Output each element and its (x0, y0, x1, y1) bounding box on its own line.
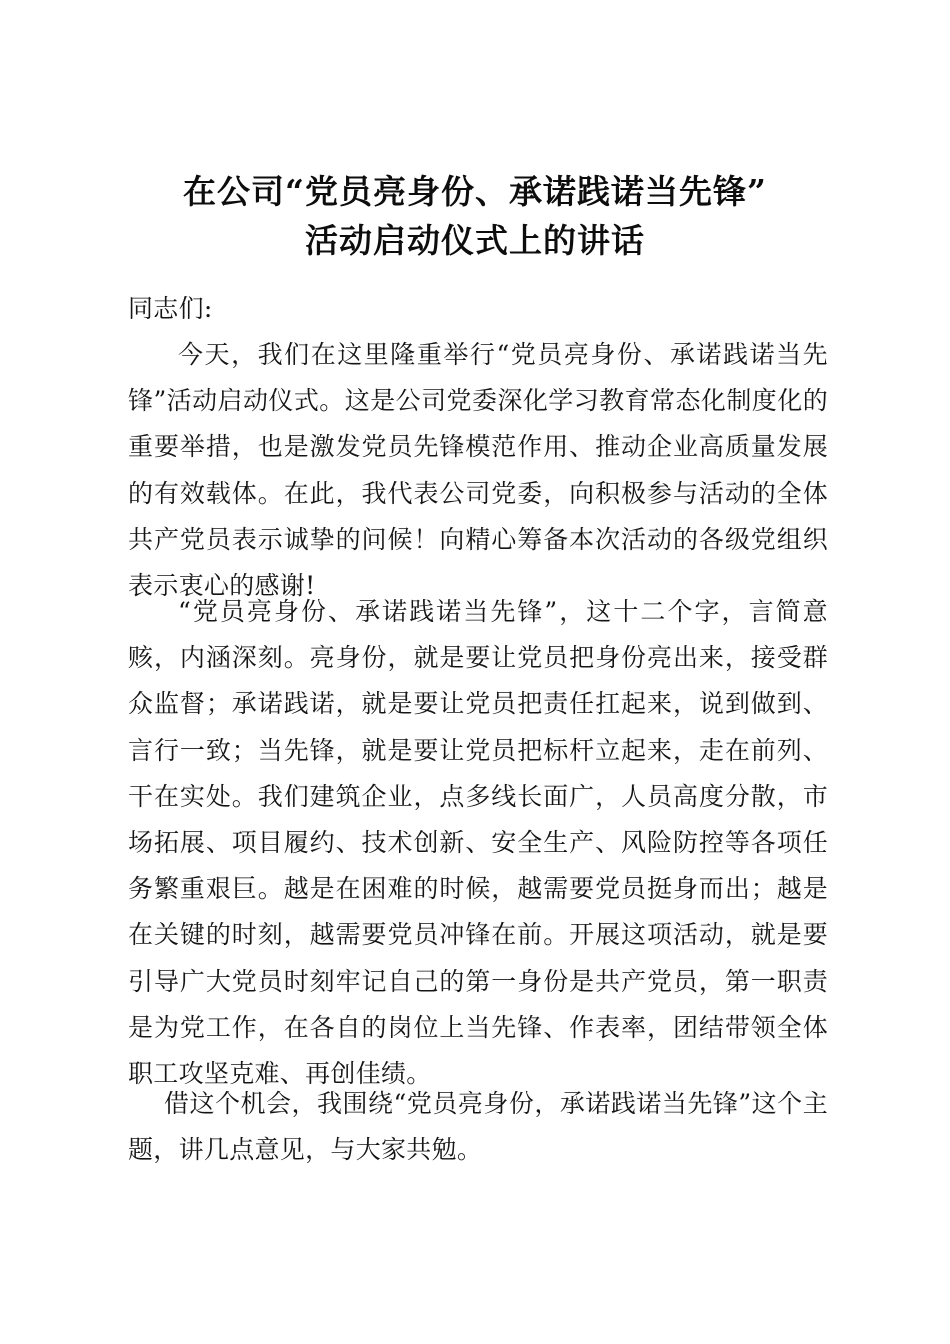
paragraph-transition: 借这个机会，我围绕“党员亮身份，承诺践诺当先锋”这个主题，讲几点意见，与大家共勉。 (128, 1089, 828, 1165)
title-line-1: 在公司“党员亮身份、承诺践诺当先锋” (183, 172, 767, 211)
paragraph-opening: 今天，我们在这里隆重举行“党员亮身份、承诺践诺当先锋”活动启动仪式。这是公司党委深化学习教育常态化制度化的重要举措，也是激发党员先锋模范作用、推动企业高质量发展的有效载体。在此，我代表公司党委，向积极参与活动的全体共产党员表示诚挚的问候！向精心筹备本次活动的各级党组织表示衷心的感谢! (128, 340, 828, 601)
paragraph-meaning: “党员亮身份、承诺践诺当先锋”，这十二个字，言简意赅，内涵深刻。亮身份，就是要让党员把身份亮出来，接受群众监督；承诺践诺，就是要让党员把责任扛起来，说到做到、言行一致；当先锋，就是要让党员把标杆立起来，走在前列、干在实处。我们建筑企业，点多线长面广，人员高度分散，市场拓展、项目履约、技术创新、安全生产、风险防控等各项任务繁重艰巨。越是在困难的时候，越需要党员挺身而出；越是在关键的时刻，越需要党员冲锋在前。开展这项活动，就是要引导广大党员时刻牢记自己的第一身份是共产党员，第一职责是为党工作，在各自的岗位上当先锋、作表率，团结带领全体职工攻坚克难、再创佳绩。 (128, 597, 828, 1089)
salutation: 同志们: (128, 294, 213, 323)
title-line-2: 活动启动仪式上的讲话 (305, 221, 645, 260)
